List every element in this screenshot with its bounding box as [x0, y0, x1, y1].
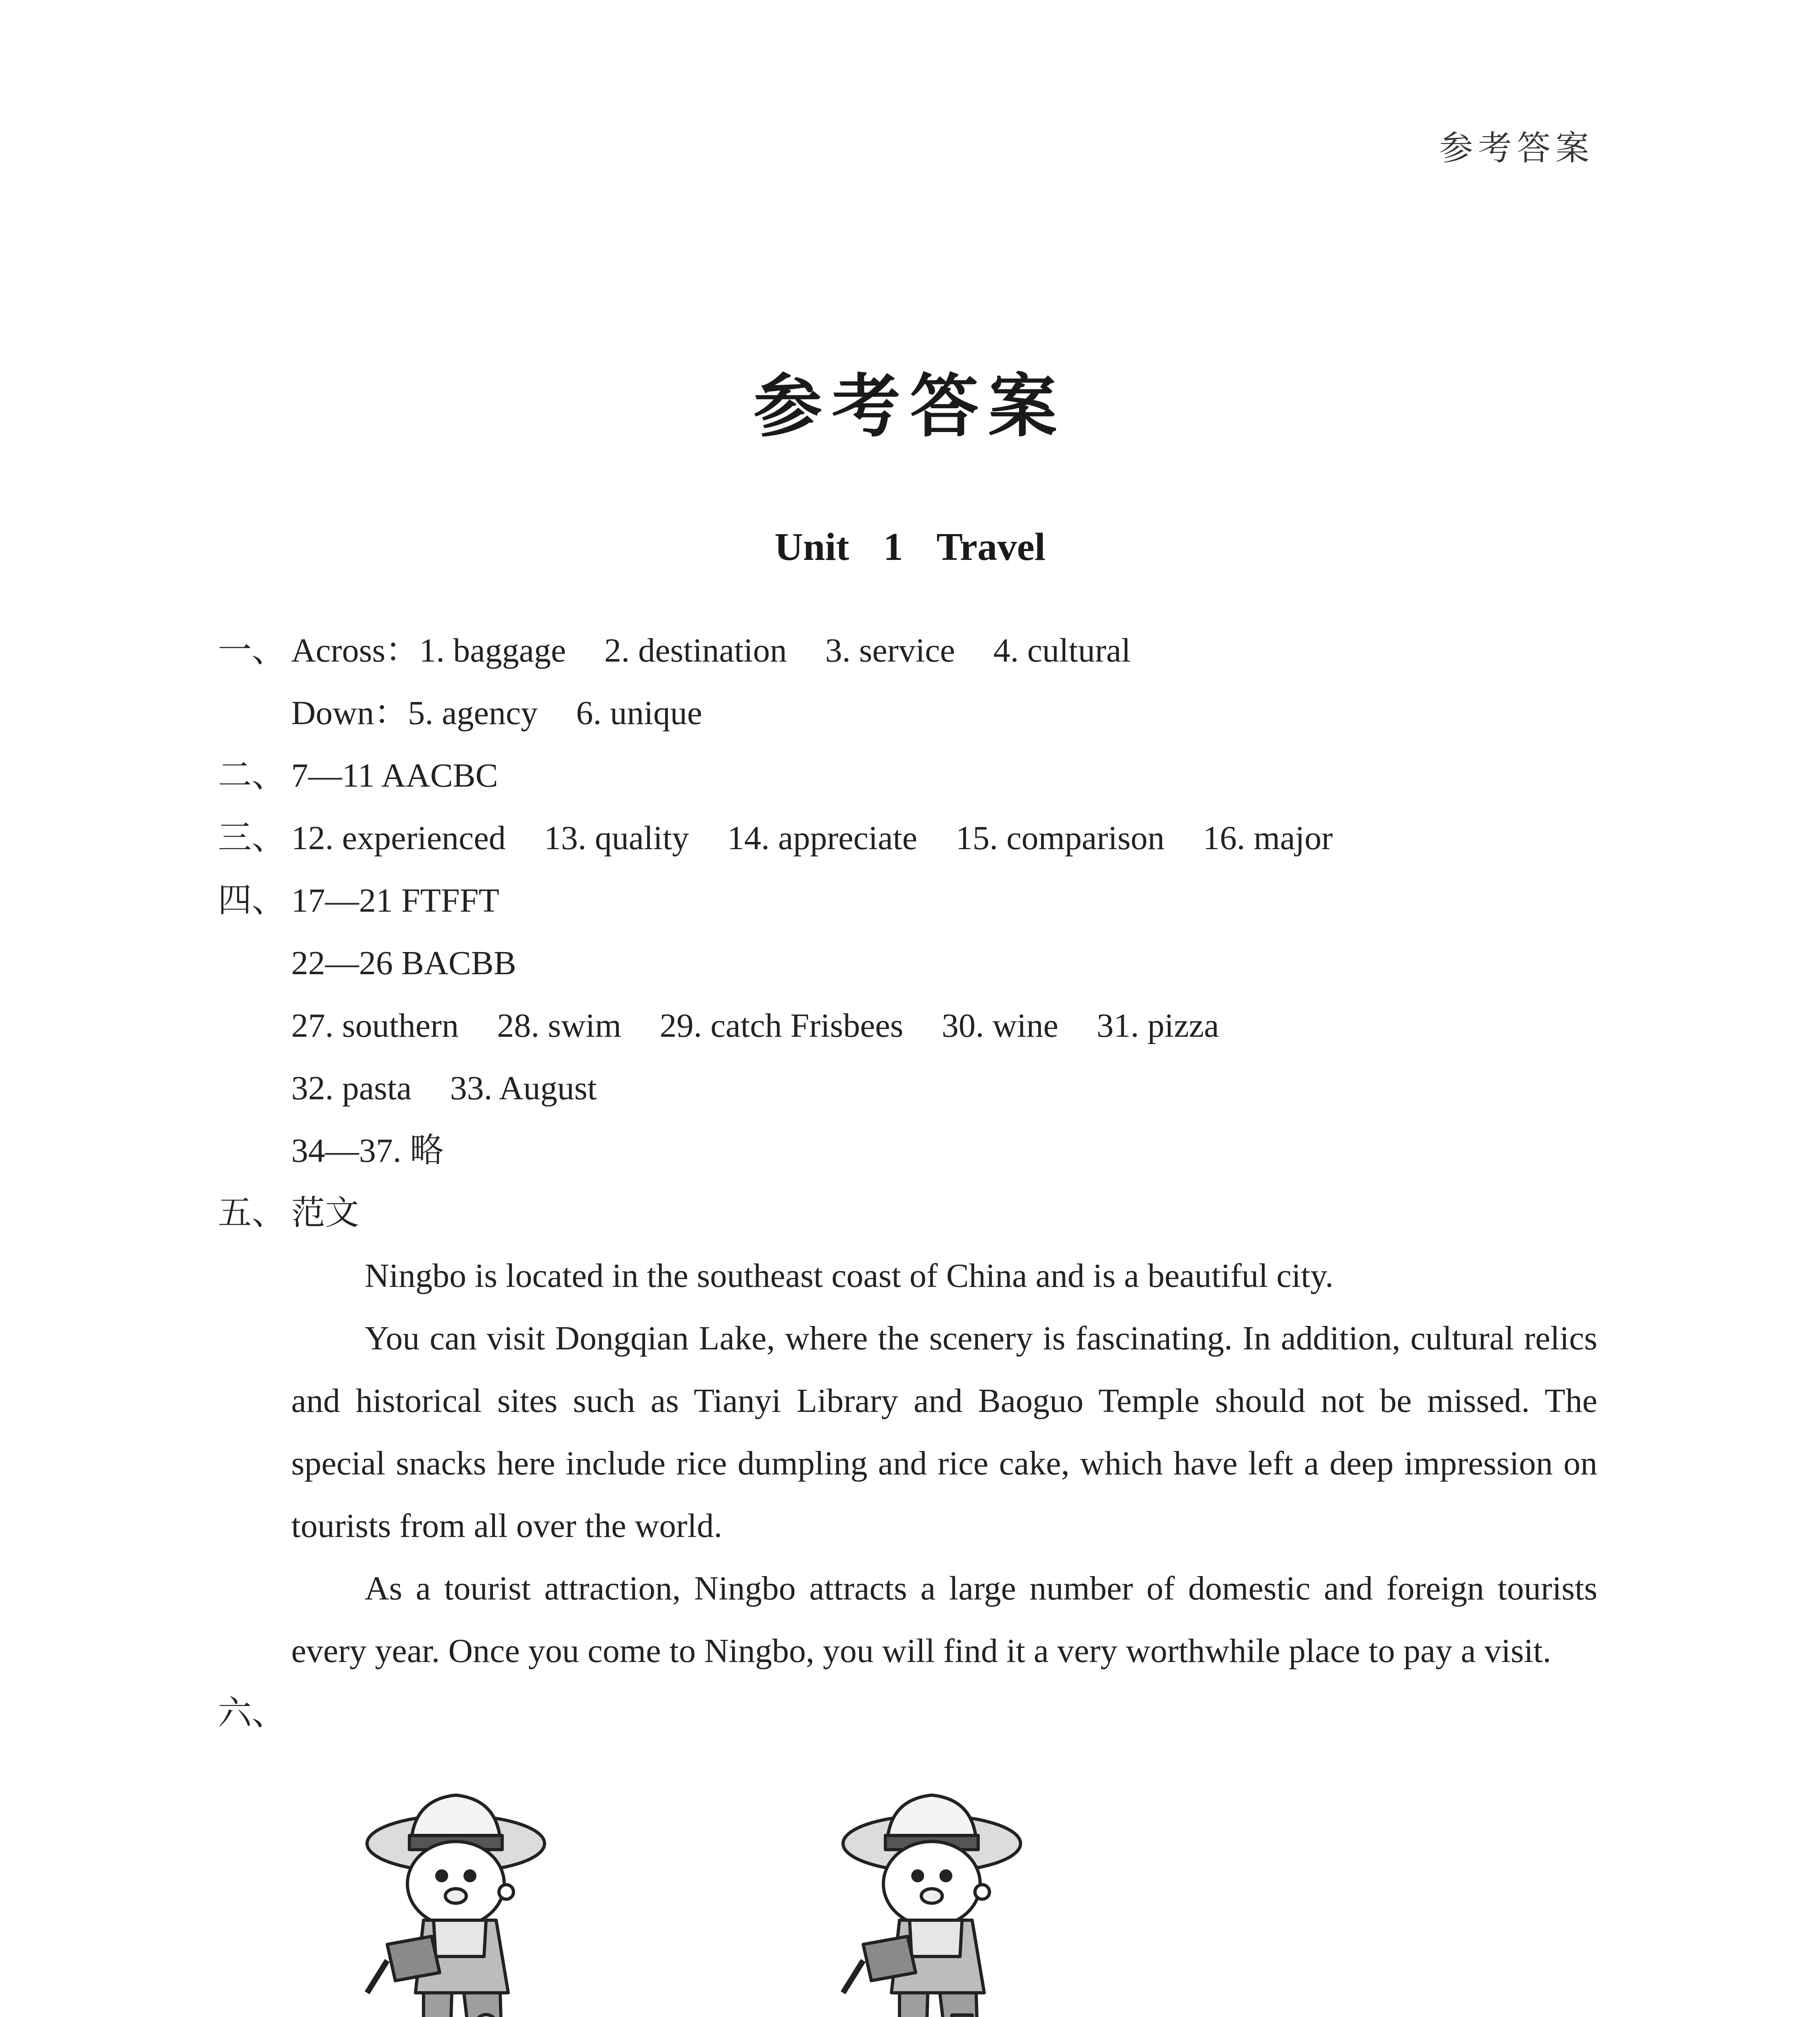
- section-5-heading: [218, 1182, 1597, 1244]
- answer-item: 2. destination: [604, 632, 787, 669]
- section-1-line-2: [218, 682, 1597, 744]
- answer-item: 29. catch Frisbees: [660, 1007, 904, 1044]
- answer-item: 31. pizza: [1096, 1007, 1219, 1044]
- section-4-line-5: [218, 1119, 1597, 1182]
- answer-item: 14. appreciate: [727, 819, 918, 857]
- answer-item: 28. swim: [497, 1007, 622, 1044]
- answer-item: 4. cultural: [993, 632, 1131, 669]
- section-number: 二、: [218, 757, 286, 794]
- answer-item: Across：1. baggage: [291, 632, 566, 669]
- answer-item: 27. southern: [291, 1007, 459, 1044]
- answer-item: 13. quality: [544, 819, 689, 857]
- answer-item: 7—11 AACBC: [291, 757, 498, 794]
- model-essay: [218, 1244, 1597, 1682]
- answer-item: 22—26 BACBB: [291, 944, 516, 982]
- section-number: 三、: [218, 819, 286, 857]
- section-1-line-1: [218, 619, 1597, 682]
- section-4-line-3: [218, 994, 1597, 1057]
- answer-item: Down：5. agency: [291, 694, 538, 732]
- answer-item: 12. experienced: [291, 819, 506, 857]
- essay-paragraph: Ningbo is located in the southeast coast of China and is a beautiful city.: [365, 1257, 1334, 1295]
- section-4-line-2: [218, 932, 1597, 994]
- answer-item: 17—21 FTFFT: [291, 882, 499, 919]
- section-number: 五、: [218, 1194, 286, 1232]
- section-4-line-4: [218, 1057, 1597, 1119]
- gardener-illustration-right: [839, 1783, 1033, 2017]
- answer-item: 30. wine: [941, 1007, 1058, 1044]
- answer-item: 3. service: [825, 632, 955, 669]
- section-number: 六、: [218, 1695, 286, 1732]
- section-2: [218, 744, 1597, 807]
- section-6-heading: [218, 1682, 1597, 1745]
- answer-content: [218, 619, 1597, 1745]
- unit-title: Unit 1 Travel: [774, 525, 1046, 569]
- running-head: 参考答案: [1439, 130, 1594, 167]
- section-number: 四、: [218, 882, 286, 919]
- essay-paragraph: You can visit Dongqian Lake, where the scenery is fascinating. In addition, cultural relics and historical sites such as Tianyi Library and Baoguo Temple should not be missed. The special snacks here include rice dumpling and rice cake, which have left a deep impression on tourists from all over the world.: [291, 1320, 1597, 1545]
- section-3: [218, 807, 1597, 869]
- picture-comparison: [363, 1783, 1331, 2017]
- answer-item: 16. major: [1203, 819, 1333, 857]
- essay-paragraph: As a tourist attraction, Ningbo attracts a large number of domestic and foreign tourists every year. Once you come to Ningbo, you will find it a very worthwhile place to pay a visit.: [291, 1570, 1597, 1670]
- answer-item: 6. unique: [576, 694, 702, 732]
- answer-item: 34—37. 略: [291, 1132, 444, 1169]
- section-number: 一、: [218, 632, 286, 669]
- page-title: 参考答案: [753, 367, 1067, 447]
- answer-item: 32. pasta: [291, 1069, 412, 1107]
- section-4-line-1: [218, 869, 1597, 932]
- answer-item: 33. August: [450, 1069, 597, 1107]
- section-label: 范文: [291, 1194, 359, 1232]
- gardener-illustration-left: [363, 1783, 557, 2017]
- answer-item: 15. comparison: [956, 819, 1165, 857]
